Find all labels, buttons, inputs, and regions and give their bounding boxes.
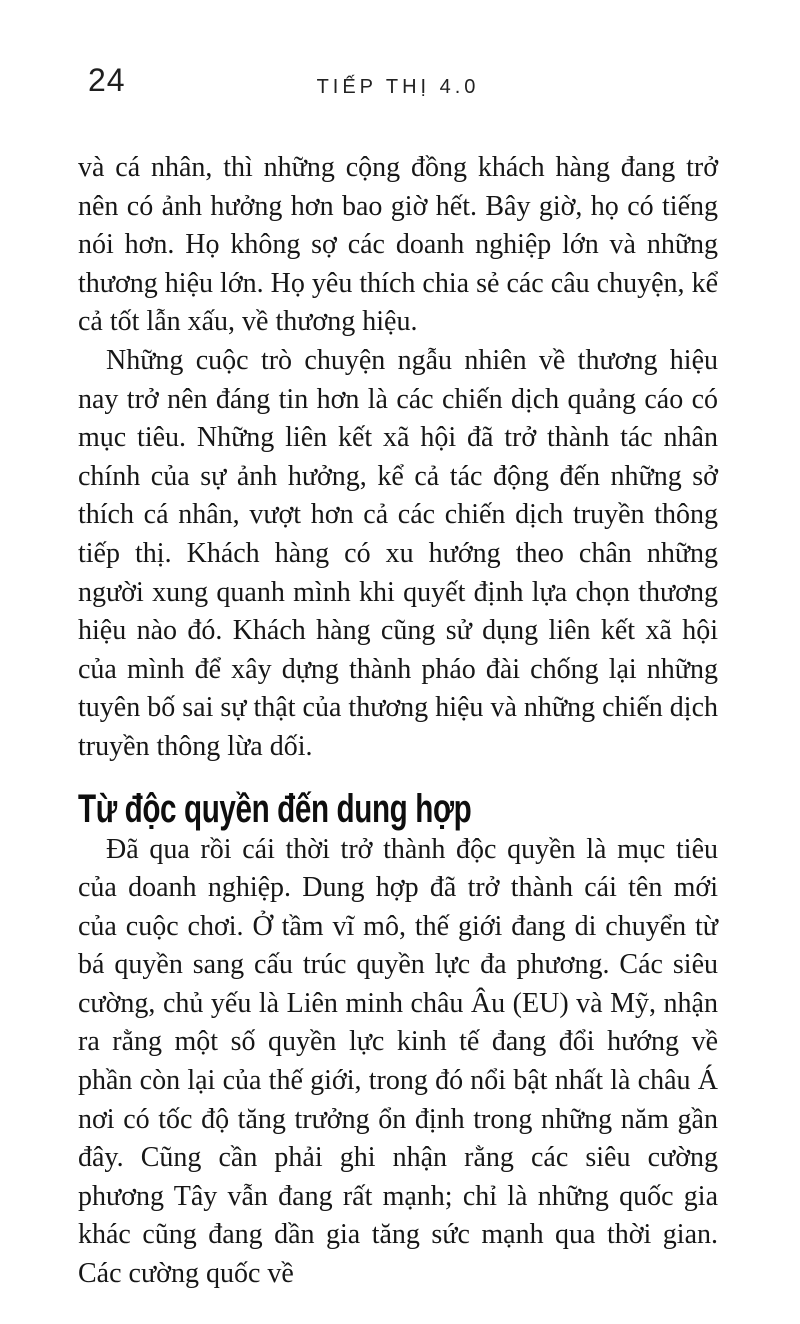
paragraph-3: Đã qua rồi cái thời trở thành độc quyền là mục tiêu của doanh nghiệp. Dung hợp đã trở thành cái tên mới của cuộc chơi. Ở tầm vĩ mô, thế giới đang di chuyển từ bá quyền sang cấu trúc quyền lực đa phương. Các siêu cường, chủ yếu là Liên minh châu Âu (EU) và Mỹ, nhận ra rằng một số quyền lực kinh tế đang đổi hướng về phần còn lại của thế giới, trong đó nổi bật nhất là châu Á nơi có tốc độ tăng trưởng ổn định trong những năm gần đây. Cũng cần phải ghi nhận rằng các siêu cường phương Tây vẫn đang rất mạnh; chỉ là những quốc gia khác cũng đang dần gia tăng sức mạnh qua thời gian. Các cường quốc về <box>78 833 718 1290</box>
paragraph-2: Những cuộc trò chuyện ngẫu nhiên về thương hiệu nay trở nên đáng tin hơn là các chiến dịch quảng cáo có mục tiêu. Những liên kết xã hội đã trở thành tác nhân chính của sự ảnh hưởng, kể cả tác động đến những sở thích cá nhân, vượt hơn cả các chiến dịch truyền thông tiếp thị. Khách hàng có xu hướng theo chân những người xung quanh mình khi quyết định lựa chọn thương hiệu nào đó. Khách hàng cũng sử dụng liên kết xã hội của mình để xây dựng thành pháo đài chống lại những tuyên bố sai sự thật của thương hiệu và những chiến dịch truyền thông lừa dối. <box>78 344 718 762</box>
section-heading-text: Từ độc quyền đến dung hợp <box>78 786 472 831</box>
paragraph-1: và cá nhân, thì những cộng đồng khách hàng đang trở nên có ảnh hưởng hơn bao giờ hết. Bây giờ, họ có tiếng nói hơn. Họ không sợ các doanh nghiệp lớn và những thương hiệu lớn. Họ yêu thích chia sẻ các câu chuyện, kể cả tốt lẫn xấu, về thương hiệu. <box>78 152 718 338</box>
section-heading <box>78 787 718 831</box>
running-header: TIẾP THỊ 4.0 <box>316 76 480 98</box>
page-number: 24 <box>88 62 126 98</box>
page-text <box>78 149 718 1294</box>
